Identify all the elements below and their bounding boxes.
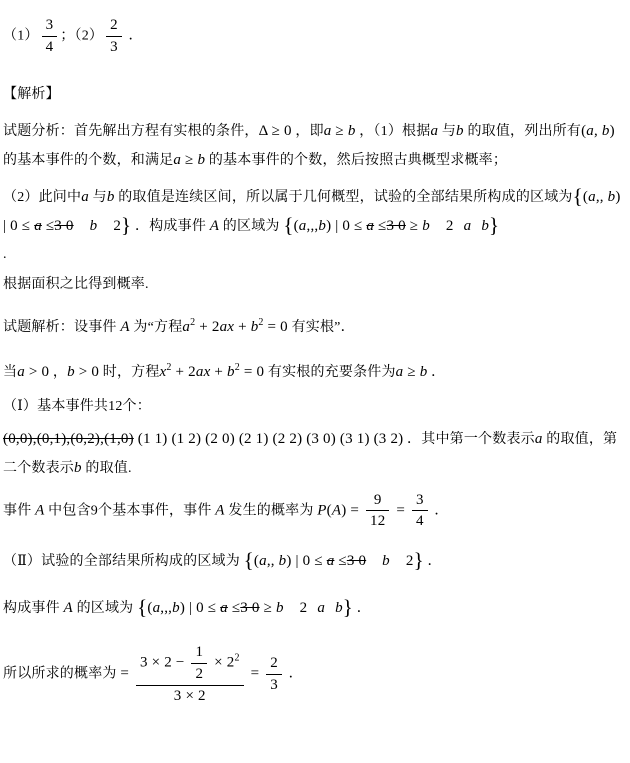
text-run: 的基本事件的个数，和满足 <box>3 152 174 168</box>
math-variable: a <box>81 188 89 205</box>
struck-run: 3 0 <box>54 217 74 234</box>
math-variable: a <box>182 318 191 335</box>
text-run: 与 <box>88 189 107 205</box>
fraction <box>191 643 207 684</box>
math-run: ) = <box>341 502 363 519</box>
math-variable: b <box>456 122 464 139</box>
math-variable: a <box>317 600 326 617</box>
struck-run: (0,0),(0,1),(0,2),(1,0) <box>3 430 134 447</box>
fraction-denominator <box>170 686 210 706</box>
superscript: 2 <box>166 361 172 373</box>
math-run: = <box>120 665 133 682</box>
math-run: ≥ <box>259 600 276 617</box>
fraction-denominator <box>412 511 428 531</box>
fraction-denominator <box>366 511 389 531</box>
math-run: 2 <box>405 553 414 570</box>
part1-heading <box>3 393 626 421</box>
final-paragraph <box>3 643 626 705</box>
math-run: ) | 0 ≤ <box>179 600 221 617</box>
text-run: ． <box>284 666 303 682</box>
text-run: 时，方程 <box>99 364 160 380</box>
math-variable: x <box>159 363 167 380</box>
text-run: 构成事件 <box>3 601 64 617</box>
text-run: ， <box>49 364 68 380</box>
text-run: . <box>3 246 7 262</box>
math-variable: A <box>120 318 130 335</box>
math-run: 2 <box>113 217 122 234</box>
superscript: 2 <box>234 652 240 664</box>
analysis-paragraph <box>3 117 626 175</box>
math-run: 2 <box>299 600 308 617</box>
math-variable: b <box>197 151 206 168</box>
math-run: ) <box>609 122 615 139</box>
math-variable: b <box>275 600 284 617</box>
math-variable: a <box>430 122 439 139</box>
math-variable: b <box>422 217 430 234</box>
text-run: 的取值是连续区间，所以属于几何概型，试验的全部结果所构成的区域为 <box>114 189 573 205</box>
fraction-numerator <box>136 643 244 685</box>
math-variable: A <box>63 600 73 617</box>
fraction-numerator <box>370 491 386 511</box>
text-run: 有实根”． <box>287 319 355 335</box>
math-variable: b <box>74 459 82 476</box>
math-run: 3 × 2 − <box>139 654 189 671</box>
struck-run: 3 0 <box>386 217 406 234</box>
events-paragraph <box>3 425 626 483</box>
text-run: ． <box>423 554 442 570</box>
math-variable: a <box>17 363 25 380</box>
math-run: ) | 0 ≤ <box>286 553 327 570</box>
struck-variable: a <box>326 553 335 570</box>
math-run: (1 1) (1 2) (2 0) (2 1) (2 2) (3 0) (3 1) (3 2) <box>133 430 404 447</box>
brace: } <box>121 212 132 237</box>
math-run: ( <box>581 122 587 139</box>
fraction-numerator <box>412 491 428 511</box>
math-variable: a <box>588 188 596 205</box>
math-run: = <box>392 502 409 519</box>
text-run: ． <box>124 28 143 44</box>
text-run: 的取值，列出所有 <box>463 123 582 139</box>
math-run: 2 <box>445 217 454 234</box>
brace: } <box>489 212 500 237</box>
region2-paragraph <box>3 594 626 623</box>
math-variable: b <box>607 188 616 205</box>
text-run: 试题解析：设事件 <box>3 319 121 335</box>
struck-variable: a <box>366 217 375 234</box>
math-variable: a <box>259 553 267 570</box>
math-run: ( <box>293 217 299 234</box>
fraction <box>42 16 58 57</box>
math-run: Δ ≥ 0 <box>258 122 292 139</box>
fraction-numerator <box>42 16 58 36</box>
brace: { <box>572 183 583 208</box>
math-run: 2 <box>270 655 278 672</box>
math-run: 4 <box>415 513 424 530</box>
struck-variable: a <box>220 600 228 617</box>
math-run: 3 <box>415 491 424 508</box>
math-run: ≤ <box>334 553 347 570</box>
geometric-paragraph <box>3 183 626 241</box>
text-run: （Ⅰ）基本事件共12个： <box>3 398 151 414</box>
text-run: 中包含9个基本事件，事件 <box>44 503 216 519</box>
brace: { <box>283 212 294 237</box>
text-run: ．其中第一个数表示 <box>403 431 535 447</box>
math-run: 2 <box>110 17 118 33</box>
text-run: ，即 <box>291 123 324 139</box>
fraction-denominator <box>266 675 282 695</box>
fraction <box>266 654 282 695</box>
text-run: （2）此问中 <box>3 189 82 205</box>
math-variable: a <box>395 363 404 380</box>
text-run: 的区域为 <box>219 218 284 234</box>
math-run: + <box>234 318 251 335</box>
fraction-numerator <box>266 654 282 674</box>
struck-variable: a <box>34 217 42 234</box>
math-run: ,, <box>266 553 279 570</box>
math-run: , <box>593 122 602 139</box>
part2-paragraph <box>3 547 626 576</box>
fraction-numerator <box>191 643 207 663</box>
math-variable: a <box>323 122 332 139</box>
math-variable: a <box>298 217 307 234</box>
fraction-denominator <box>42 37 58 57</box>
math-run: ≥ <box>405 217 423 234</box>
math-variable: b <box>335 600 343 617</box>
text-run: 有实根的充要条件为 <box>264 364 396 380</box>
math-variable: a <box>534 430 543 447</box>
math-run: + 2 <box>171 363 196 380</box>
math-variable: b <box>278 553 287 570</box>
math-run: 3 × 2 <box>173 687 206 704</box>
math-run: ≥ <box>403 363 420 380</box>
fraction <box>366 491 389 532</box>
superscript: 2 <box>234 361 240 373</box>
math-variable: b <box>382 553 390 570</box>
condition-paragraph <box>3 354 626 387</box>
brace: } <box>342 595 354 620</box>
fraction <box>412 491 428 532</box>
math-variable: a <box>152 600 161 617</box>
text-run: ． <box>353 601 371 617</box>
math-variable: b <box>106 188 115 205</box>
math-variable: b <box>481 217 490 234</box>
math-run: ) | 0 ≤ <box>326 217 367 234</box>
math-run: 3 <box>270 676 278 693</box>
math-run: ,,, <box>160 600 173 617</box>
text-run: 事件 <box>3 503 36 519</box>
math-variable: b <box>347 122 356 139</box>
text-run: 当 <box>3 364 18 380</box>
math-run: ,, <box>595 188 608 205</box>
text-run: ． <box>427 364 446 380</box>
math-variable: b <box>67 363 75 380</box>
math-variable: A <box>35 502 45 519</box>
text-run: 的基本事件的个数，然后按照古典概型求概率； <box>205 152 508 168</box>
math-run: ( <box>147 600 153 617</box>
math-run: ( <box>253 553 260 570</box>
math-variable: a <box>463 217 472 234</box>
math-variable: b <box>227 363 235 380</box>
math-run: 12 <box>370 513 386 530</box>
fraction <box>106 16 122 57</box>
math-run: ≥ <box>181 151 198 168</box>
math-run: ) | 0 ≤ <box>3 188 621 234</box>
math-run: ,,, <box>306 217 319 234</box>
math-run: 4 <box>45 38 54 55</box>
math-run: 9 <box>373 491 382 508</box>
text-run: 【解析】 <box>3 86 60 102</box>
math-run: ( <box>326 502 332 519</box>
math-variable: b <box>318 217 327 234</box>
math-variable: P <box>317 502 327 519</box>
brace: } <box>413 548 424 573</box>
math-variable: b <box>89 217 98 234</box>
area-ratio-paragraph <box>3 271 626 299</box>
math-run: 1 <box>195 644 204 661</box>
text-run: 的区域为 <box>72 601 138 617</box>
text-run: 的取值，第二个数表示 <box>3 431 618 476</box>
text-run: ；（2） <box>60 28 104 44</box>
text-run: 根据面积之比得到概率. <box>3 276 149 292</box>
answer-line <box>3 16 626 57</box>
math-run: ( <box>582 188 589 205</box>
superscript: 2 <box>190 316 196 328</box>
text-run: 与 <box>438 123 457 139</box>
text-run: （Ⅱ）试验的全部结果所构成的区域为 <box>3 554 244 570</box>
math-run: + <box>210 363 227 380</box>
math-run: + 2 <box>195 318 220 335</box>
math-variable: ax <box>195 363 211 380</box>
fraction-denominator <box>191 664 207 684</box>
text-run: 为“方程 <box>129 319 183 335</box>
math-run: = 0 <box>239 363 265 380</box>
math-run: = 0 <box>263 318 288 335</box>
math-variable: b <box>419 363 428 380</box>
struck-run: 3 0 <box>240 600 260 617</box>
text-run: 试题分析：首先解出方程有实根的条件， <box>3 123 259 139</box>
text-run: （1） <box>3 28 39 44</box>
math-run: = <box>246 665 264 682</box>
math-run: ≥ <box>331 122 348 139</box>
math-variable: ax <box>219 318 235 335</box>
math-variable: b <box>601 122 610 139</box>
brace: { <box>137 595 148 620</box>
fraction-numerator <box>106 16 122 36</box>
math-variable: a <box>173 151 182 168</box>
math-run: 3 <box>45 17 54 33</box>
complex-fraction <box>136 643 244 705</box>
struck-run: 3 0 <box>346 553 367 570</box>
text-run: 发生的概率为 <box>224 503 318 519</box>
math-variable: b <box>172 600 180 617</box>
math-run: × 2 <box>210 654 235 671</box>
analysis-header <box>3 81 626 109</box>
text-run: 所以所求的概率为 <box>3 666 121 682</box>
fraction-denominator <box>106 37 122 57</box>
math-variable: b <box>250 318 259 335</box>
math-run: ≤ <box>227 600 241 617</box>
math-variable: A <box>331 502 342 519</box>
text-run: ． <box>430 503 449 519</box>
math-run: ≤ <box>374 217 387 234</box>
text-run: ，（1）根据 <box>355 123 431 139</box>
solution-paragraph <box>3 309 626 342</box>
superscript: 2 <box>258 316 264 328</box>
brace: { <box>243 548 254 573</box>
probability-paragraph <box>3 491 626 532</box>
lone-period-line <box>3 241 626 269</box>
math-variable: A <box>215 502 225 519</box>
math-variable: a <box>586 122 594 139</box>
math-run: ≤ <box>41 217 55 234</box>
math-run: 2 <box>195 665 204 682</box>
math-run: 3 <box>110 38 118 55</box>
math-run: > 0 <box>24 363 50 380</box>
math-run: > 0 <box>74 363 100 380</box>
math-variable: A <box>209 217 220 234</box>
text-run: 的取值. <box>81 460 132 476</box>
text-run: ．构成事件 <box>131 218 210 234</box>
